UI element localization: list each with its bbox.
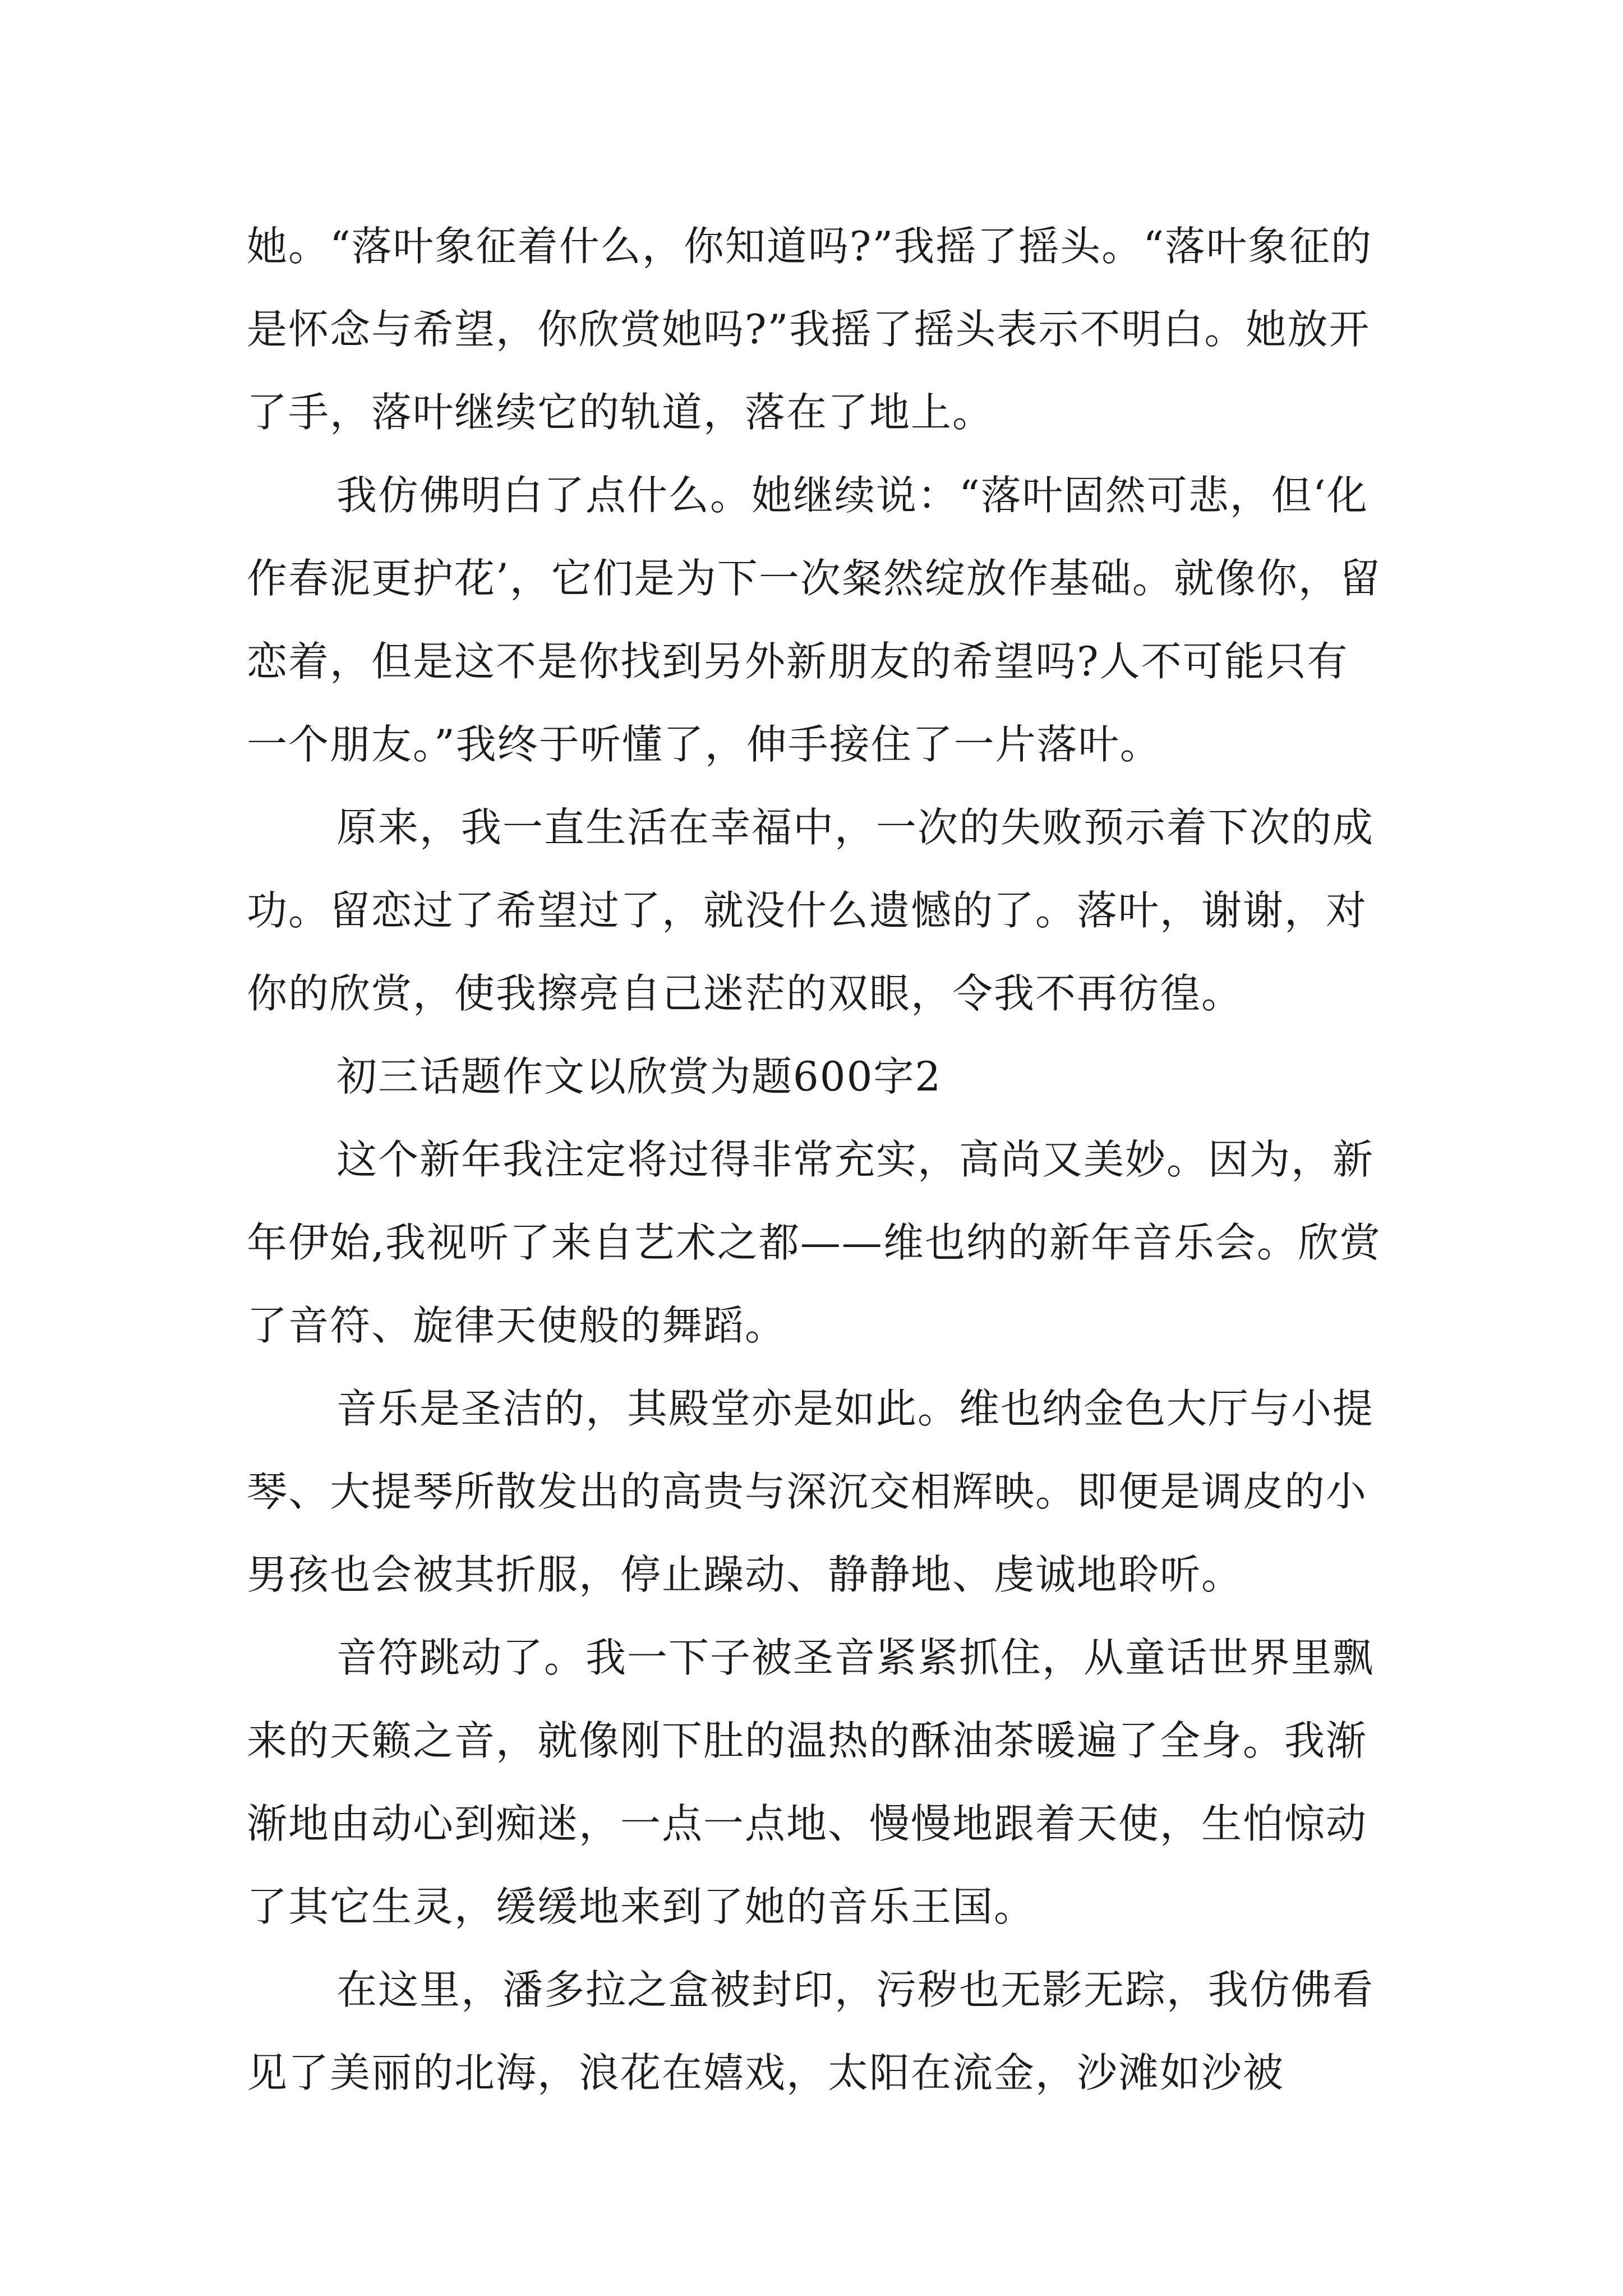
paragraph: 她。“落叶象征着什么，你知道吗?”我摇了摇头。“落叶象征的是怀念与希望，你欣赏她吗?”我摇了摇头表示不明白。她放开了手，落叶继续它的轨道，落在了地上。 <box>247 223 1373 436</box>
paragraph: 我仿佛明白了点什么。她继续说：“落叶固然可悲，但‘化作春泥更护花’，它们是为下一次粲然绽放作基础。就像你，留恋着，但是这不是你找到另外新朋友的希望吗?人不可能只有一个朋友。”我终于听懂了，伸手接住了一片落叶。 <box>247 472 1381 768</box>
essay-title: 初三话题作文以欣赏为题600字2 <box>336 1053 942 1100</box>
paragraph: 音乐是圣洁的，其殿堂亦是如此。维也纳金色大厅与小提琴、大提琴所散发出的高贵与深沉交相辉映。即便是调皮的小男孩也会被其折服，停止躁动、静静地、虔诚地聆听。 <box>247 1385 1375 1598</box>
essay-body <box>247 205 1385 2114</box>
paragraph: 这个新年我注定将过得非常充实，高尚又美妙。因为，新年伊始,我视听了来自艺术之都——维也纳的新年音乐会。欣赏了音符、旋律天使般的舞蹈。 <box>247 1136 1381 1349</box>
paragraph: 在这里，潘多拉之盒被封印，污秽也无影无踪，我仿佛看见了美丽的北海，浪花在嬉戏，太阳在流金，沙滩如沙被 <box>247 1966 1375 2096</box>
paragraph: 音符跳动了。我一下子被圣音紧紧抓住，从童话世界里飘来的天籁之音，就像刚下肚的温热的酥油茶暖遍了全身。我渐渐地由动心到痴迷，一点一点地、慢慢地跟着天使，生怕惊动了其它生灵，缓缓地来到了她的音乐王国。 <box>247 1634 1375 1930</box>
paragraph: 原来，我一直生活在幸福中，一次的失败预示着下次的成功。留恋过了希望过了，就没什么遗憾的了。落叶，谢谢，对你的欣赏，使我擦亮自己迷茫的双眼，令我不再彷徨。 <box>247 804 1375 1017</box>
